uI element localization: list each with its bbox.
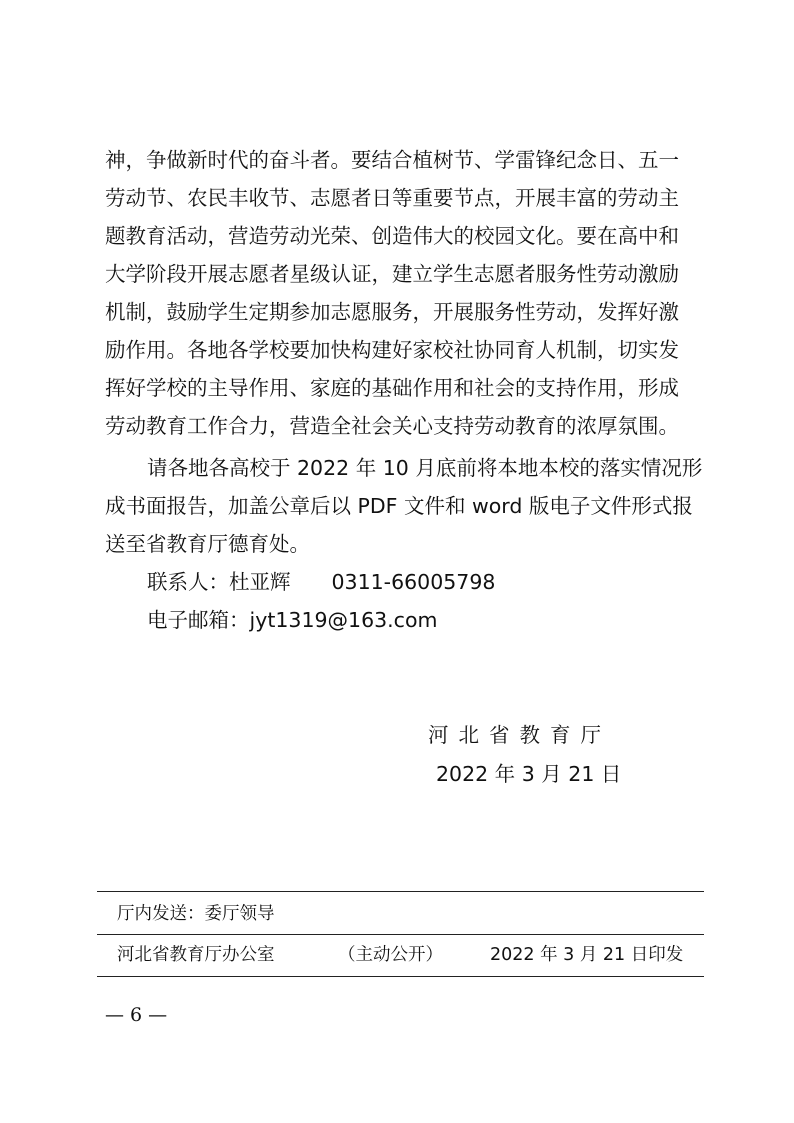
body-line: 挥好学校的主导作用、家庭的基础作用和社会的支持作用，形成 bbox=[105, 376, 679, 400]
contact-email: 电子邮箱：jyt1319@163.com bbox=[147, 608, 438, 632]
disclosure-status: （主动公开） bbox=[338, 945, 443, 965]
issuing-office: 河北省教育厅办公室 bbox=[117, 945, 275, 965]
body-line: 劳动教育工作合力，营造全社会关心支持劳动教育的浓厚氛围。 bbox=[105, 414, 679, 438]
page-number: — 6 — bbox=[105, 1004, 168, 1026]
issue-date: 2022 年 3 月 21 日印发 bbox=[490, 945, 684, 965]
notice-line: 请各地各高校于 2022 年 10 月底前将本地本校的落实情况形 bbox=[147, 456, 703, 480]
footer-bottom-rule bbox=[97, 976, 704, 977]
contact-person: 联系人：杜亚辉 0311-66005798 bbox=[147, 570, 496, 594]
distribution-note: 厅内发送：委厅领导 bbox=[117, 904, 275, 924]
notice-line: 送至省教育厅德育处。 bbox=[105, 532, 310, 556]
body-line: 题教育活动，营造劳动光荣、创造伟大的校园文化。要在高中和 bbox=[105, 224, 679, 248]
signature-organization: 河北省教育厅 bbox=[428, 723, 611, 747]
signature-date: 2022 年 3 月 21 日 bbox=[436, 762, 622, 786]
footer-top-rule bbox=[97, 891, 704, 892]
body-line: 大学阶段开展志愿者星级认证，建立学生志愿者服务性劳动激励 bbox=[105, 262, 679, 286]
footer-middle-rule bbox=[97, 934, 704, 935]
body-line: 神，争做新时代的奋斗者。要结合植树节、学雷锋纪念日、五一 bbox=[105, 148, 679, 172]
notice-line: 成书面报告，加盖公章后以 PDF 文件和 word 版电子文件形式报 bbox=[105, 494, 693, 518]
body-line: 劳动节、农民丰收节、志愿者日等重要节点，开展丰富的劳动主 bbox=[105, 186, 679, 210]
body-line: 励作用。各地各学校要加快构建好家校社协同育人机制，切实发 bbox=[105, 338, 679, 362]
body-line: 机制，鼓励学生定期参加志愿服务，开展服务性劳动，发挥好激 bbox=[105, 300, 679, 324]
